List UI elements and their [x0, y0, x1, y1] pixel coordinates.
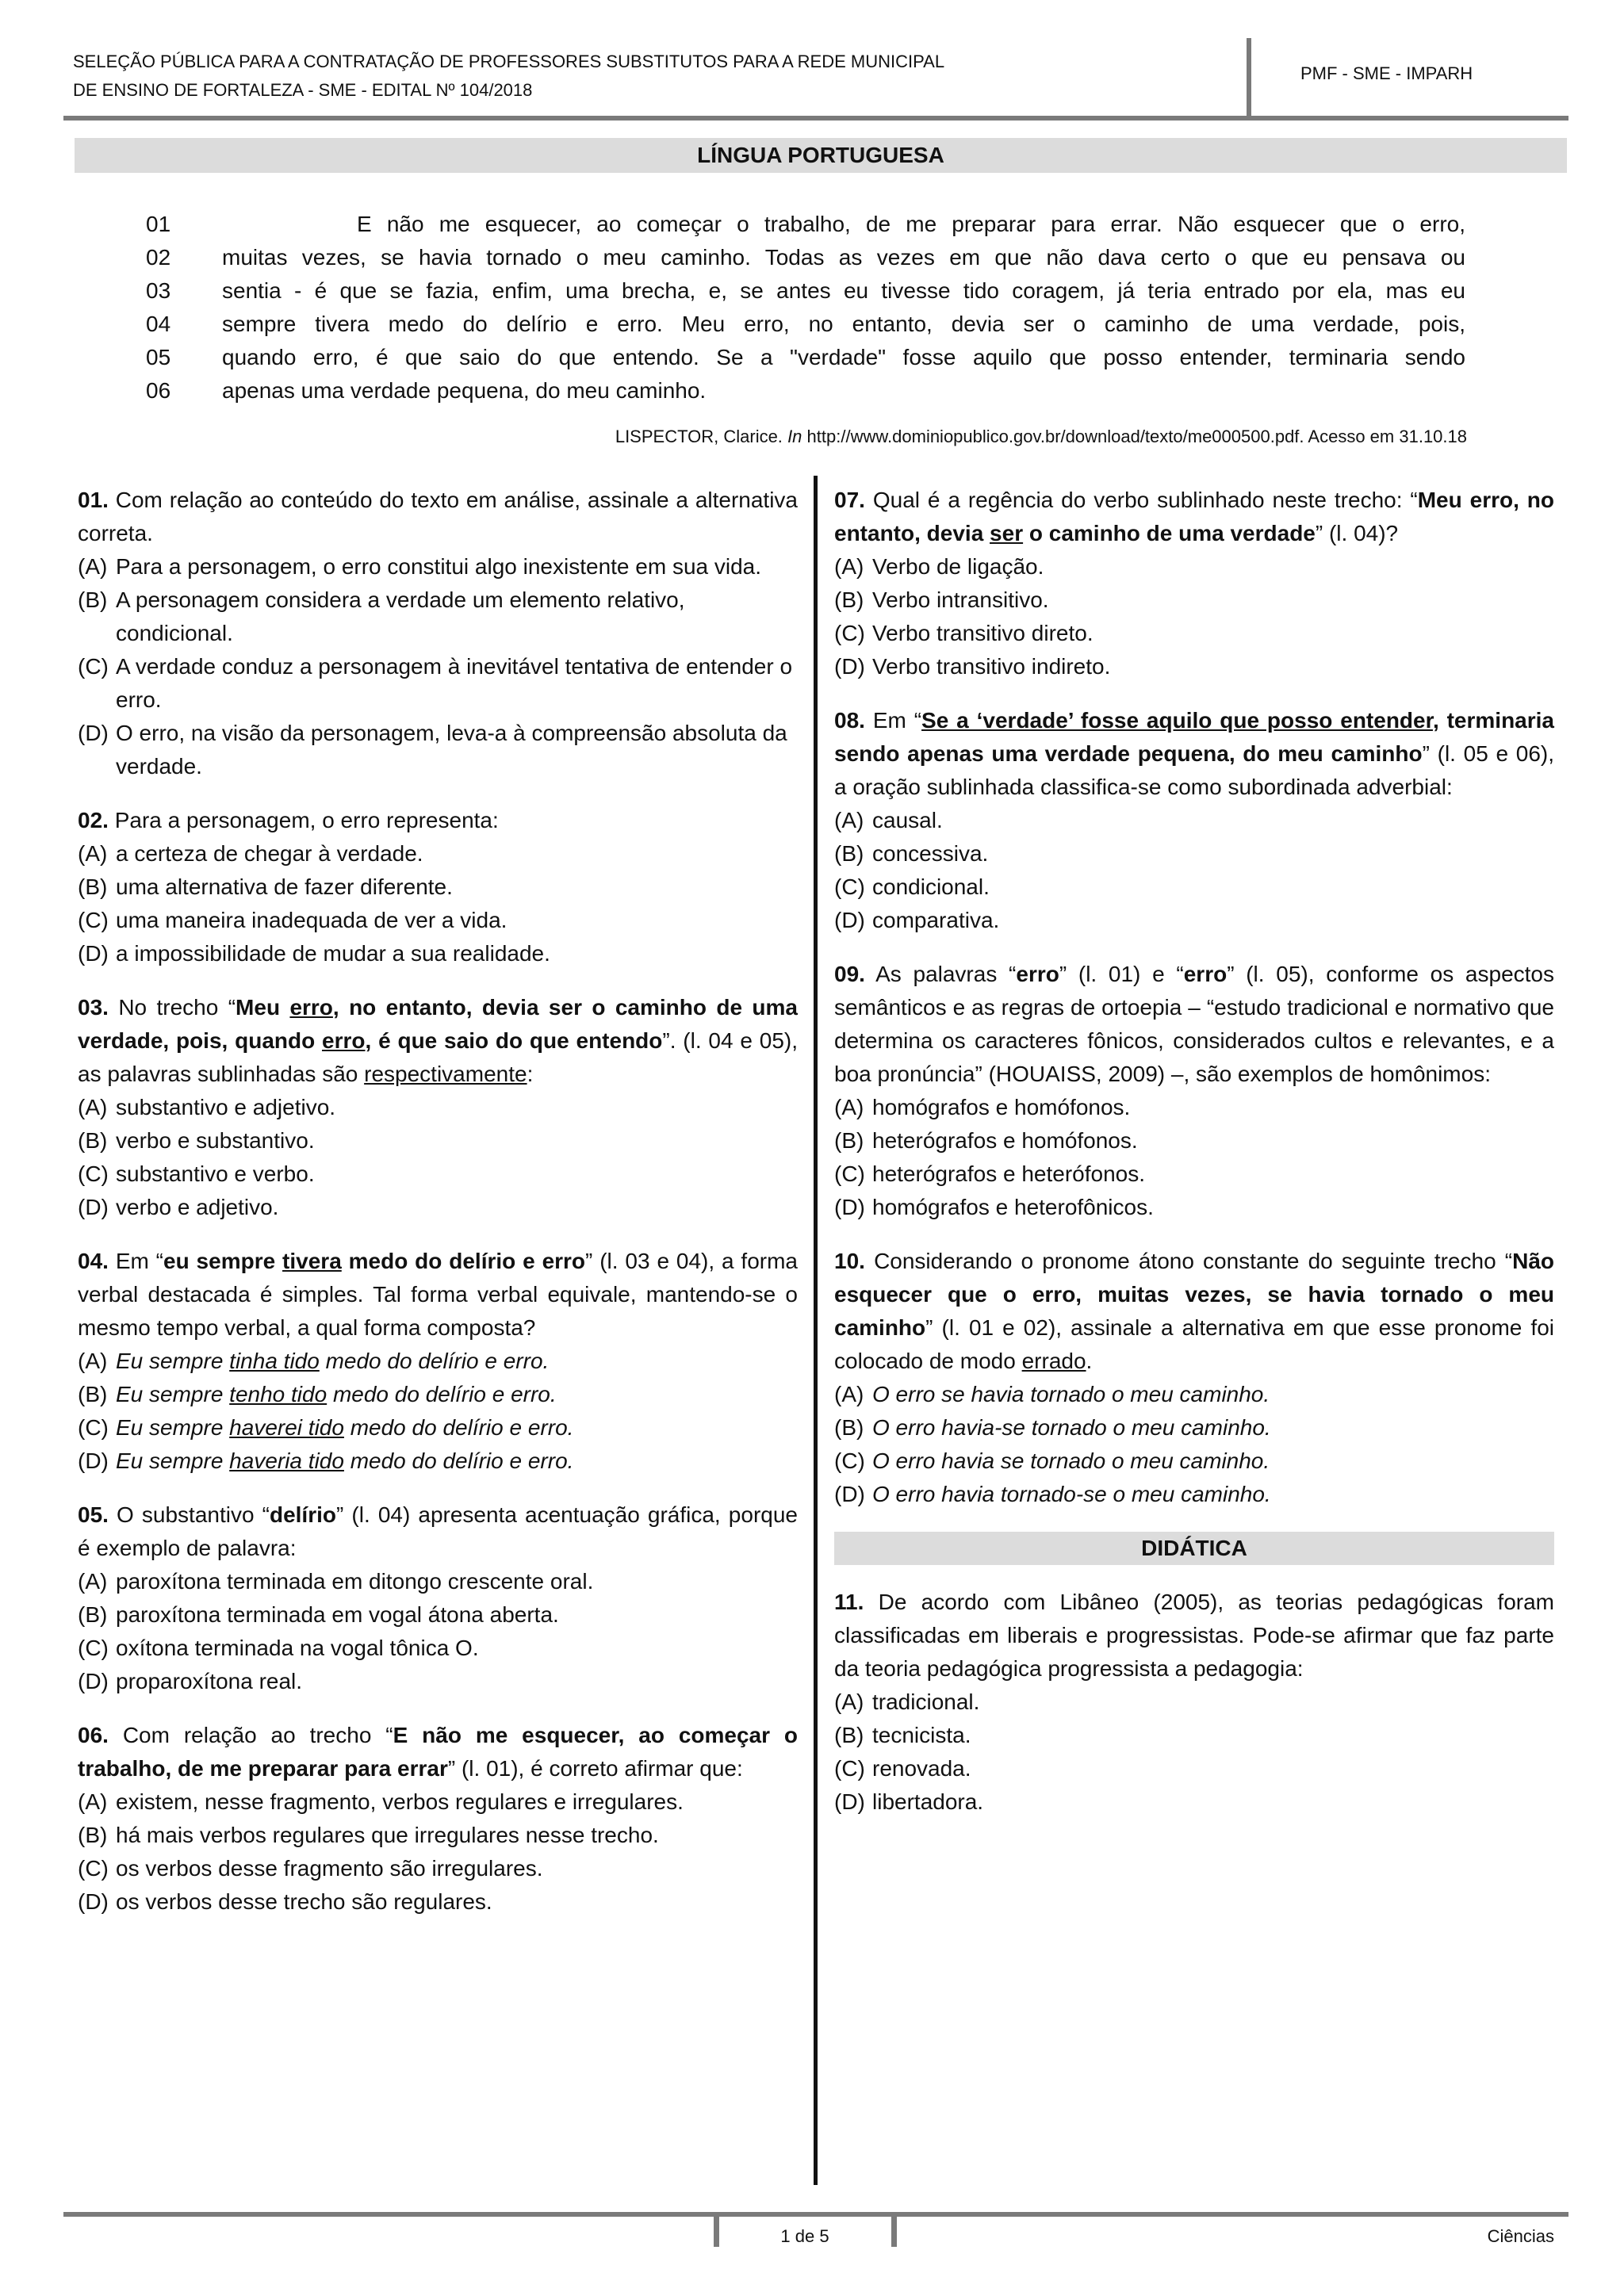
option-text: proparoxítona real.: [116, 1669, 303, 1693]
option-text: [116, 1411, 798, 1445]
option-b: [78, 1124, 798, 1158]
option-label: (D): [834, 1195, 865, 1219]
option-label: (B): [834, 1723, 864, 1747]
option-label: (D): [78, 1889, 109, 1914]
question-11: [834, 1586, 1554, 1819]
stem-text: Em “: [115, 1249, 164, 1273]
option-text: uma alternativa de fazer diferente.: [116, 874, 453, 899]
option-label: (B): [78, 1602, 108, 1627]
question-stem: [78, 1498, 798, 1565]
stem-text: Em “: [872, 708, 922, 733]
option-text-part: Eu sempre: [116, 1382, 230, 1406]
header-title-line2: DE ENSINO DE FORTALEZA - SME - EDITAL Nº 104/2018: [73, 80, 533, 100]
line-number: 04: [146, 312, 171, 336]
option-text: tecnicista.: [872, 1723, 971, 1747]
stem-text: Com relação ao conteúdo do texto em análise, assinale a alternativa correta.: [78, 488, 799, 545]
option-text: uma maneira inadequada de ver a vida.: [116, 908, 508, 932]
stem-text: ” (l. 05), conforme os aspectos semânticos e as regras de ortoepia – “estudo tradicional e normativo que determina os caracteres fônicos, considerados cultos e relevantes, e a boa pronúncia” (HOUAISS, 2009) –, são exemplos de homônimos:: [834, 962, 1554, 1086]
option-text: há mais verbos regulares que irregulares nesse trecho.: [116, 1823, 659, 1847]
question-number: 07.: [834, 488, 865, 512]
stem-text: ” (l. 01) e “: [1059, 962, 1184, 986]
stem-bold: E não me esquecer, ao começar o trabalho, de me preparar para errar: [78, 1723, 799, 1781]
option-text: O erro havia tornado-se o meu caminho.: [872, 1482, 1271, 1506]
stem-bold: , no entanto, devia ser o caminho de uma verdade, pois, quando: [78, 995, 798, 1053]
page-number: 1 de 5: [780, 2226, 829, 2246]
question-number: 01.: [78, 488, 109, 512]
option-text: substantivo e verbo.: [116, 1161, 315, 1186]
option-a: [78, 1565, 798, 1598]
question-stem: [78, 804, 798, 837]
passage-line: [146, 341, 1465, 374]
stem-text: :: [527, 1062, 534, 1086]
option-label: (C): [78, 908, 109, 932]
question-number: 08.: [834, 708, 865, 733]
header-rule: [63, 116, 1568, 121]
stem-bold: o caminho de uma verdade: [1023, 521, 1316, 545]
option-a: [834, 1091, 1554, 1124]
question-number: 11.: [834, 1590, 864, 1614]
option-label: (A): [78, 1349, 108, 1373]
question-stem: [78, 1719, 798, 1785]
line-number: 06: [146, 378, 171, 403]
option-c: [834, 871, 1554, 904]
option-a: [78, 837, 798, 871]
question-07: [834, 484, 1554, 683]
option-label: (C): [834, 874, 865, 899]
question-10: [834, 1245, 1554, 1511]
option-d: [78, 1665, 798, 1698]
option-text: substantivo e adjetivo.: [116, 1095, 336, 1119]
option-text: Verbo intransitivo.: [872, 587, 1049, 612]
line-text: muitas vezes, se havia tornado o meu caminho. Todas as vezes em que não dava certo o que eu pensava ou: [222, 245, 1465, 270]
option-label: (C): [834, 1756, 865, 1781]
question-number: 10.: [834, 1249, 865, 1273]
stem-bold: medo do delírio e erro: [341, 1249, 586, 1273]
question-number: 05.: [78, 1502, 109, 1527]
stem-bold: erro: [1183, 962, 1228, 986]
exam-header: [73, 48, 1247, 105]
source-in: In: [787, 427, 802, 446]
option-b: [834, 584, 1554, 617]
option-label: (B): [78, 874, 108, 899]
question-number: 02.: [78, 808, 109, 832]
option-text: comparativa.: [872, 908, 1000, 932]
stem-bold: Meu: [236, 995, 290, 1020]
option-d: [834, 904, 1554, 937]
option-text: oxítona terminada na vogal tônica O.: [116, 1636, 479, 1660]
question-06: [78, 1719, 798, 1919]
option-c: [78, 650, 798, 717]
option-label: (C): [78, 654, 109, 679]
option-label: (B): [834, 1415, 864, 1440]
stem-text: Considerando o pronome átono constante do seguinte trecho “: [874, 1249, 1513, 1273]
stem-text: Com relação ao trecho “: [122, 1723, 393, 1747]
option-d: [78, 1885, 798, 1919]
question-05: [78, 1498, 798, 1698]
option-text: Verbo transitivo indireto.: [872, 654, 1111, 679]
option-text-part: Eu sempre: [116, 1448, 230, 1473]
option-label: (D): [78, 1448, 109, 1473]
line-text: sempre tivera medo do delírio e erro. Meu erro, no entanto, devia ser o caminho de uma verdade, pois,: [222, 312, 1465, 336]
option-text: heterógrafos e heterófonos.: [872, 1161, 1146, 1186]
line-number: 05: [146, 345, 171, 369]
stem-underlined: erro: [322, 1028, 366, 1053]
option-text: libertadora.: [872, 1789, 984, 1814]
option-label: (A): [834, 1095, 864, 1119]
passage-line: [146, 208, 1465, 241]
option-text: tradicional.: [872, 1689, 980, 1714]
option-text-part: medo do delírio e erro.: [343, 1415, 574, 1440]
option-c: [78, 1632, 798, 1665]
option-text: homógrafos e homófonos.: [872, 1095, 1131, 1119]
line-number: 02: [146, 245, 171, 270]
stem-text: ” (l. 01), é correto afirmar que:: [447, 1756, 743, 1781]
option-label: (A): [834, 1689, 864, 1714]
reading-passage: [146, 208, 1465, 408]
question-01: [78, 484, 798, 783]
stem-underlined: erro: [289, 995, 333, 1020]
option-d: [834, 1785, 1554, 1819]
option-text-underlined: tenho tido: [229, 1382, 327, 1406]
option-text-part: medo do delírio e erro.: [327, 1382, 557, 1406]
header-title-line1: SELEÇÃO PÚBLICA PARA A CONTRATAÇÃO DE PROFESSORES SUBSTITUTOS PARA A REDE MUNICIPAL: [73, 52, 945, 71]
question-stem: [834, 1586, 1554, 1686]
question-stem: [78, 484, 798, 550]
option-c: [834, 617, 1554, 650]
header-divider: [1247, 38, 1251, 117]
option-text-part: Eu sempre: [116, 1415, 230, 1440]
passage-line: [146, 241, 1465, 274]
option-a: [834, 804, 1554, 837]
option-text: heterógrafos e homófonos.: [872, 1128, 1138, 1153]
question-03: [78, 991, 798, 1224]
question-stem: [834, 958, 1554, 1091]
line-number: 03: [146, 278, 171, 303]
option-label: (A): [834, 808, 864, 832]
option-label: (D): [78, 1195, 109, 1219]
option-text: Verbo transitivo direto.: [872, 621, 1094, 645]
stem-underlined: respectivamente: [364, 1062, 527, 1086]
option-text: O erro se havia tornado o meu caminho.: [872, 1382, 1270, 1406]
option-label: (C): [834, 1448, 865, 1473]
option-label: (C): [834, 1161, 865, 1186]
option-c: [78, 904, 798, 937]
option-label: (B): [78, 1823, 108, 1847]
left-column: [78, 484, 798, 1939]
section-title-didatica: DIDÁTICA: [834, 1532, 1554, 1565]
question-stem: [834, 704, 1554, 804]
passage-line: [146, 274, 1465, 308]
question-09: [834, 958, 1554, 1224]
section-title-portugues: LÍNGUA PORTUGUESA: [75, 138, 1567, 173]
stem-text: As palavras “: [875, 962, 1017, 986]
option-label: (D): [834, 1482, 865, 1506]
stem-bold: Não esquecer que o erro, muitas vezes, se havia tornado o meu caminho: [834, 1249, 1554, 1340]
option-d: [834, 650, 1554, 683]
option-label: (D): [834, 654, 865, 679]
option-b: [78, 1378, 798, 1411]
option-a: [834, 1378, 1554, 1411]
question-stem: [78, 991, 798, 1091]
option-label: (A): [834, 554, 864, 579]
option-label: (C): [78, 1161, 109, 1186]
stem-bold: Meu erro, no entanto, devia: [834, 488, 1554, 545]
option-c: [834, 1752, 1554, 1785]
option-label: (B): [834, 1128, 864, 1153]
option-label: (A): [78, 841, 108, 866]
stem-text: ” (l. 04) apresenta acentuação gráfica, porque é exemplo de palavra:: [78, 1502, 798, 1560]
option-label: (B): [78, 587, 108, 612]
stem-bold: , terminaria sendo apenas uma verdade pequena, do meu caminho: [834, 708, 1555, 766]
stem-underlined: errado: [1021, 1349, 1086, 1373]
option-a: [78, 1345, 798, 1378]
line-number: 01: [146, 212, 171, 236]
option-text-underlined: haveria tido: [229, 1448, 344, 1473]
option-label: (B): [78, 1382, 108, 1406]
option-d: [78, 937, 798, 970]
option-b: [78, 1819, 798, 1852]
option-text: [116, 1345, 798, 1378]
option-label: (D): [78, 1669, 109, 1693]
option-c: [834, 1158, 1554, 1191]
option-b: [78, 1598, 798, 1632]
question-stem: [834, 484, 1554, 550]
option-text: renovada.: [872, 1756, 971, 1781]
line-text: apenas uma verdade pequena, do meu caminho.: [222, 378, 707, 403]
option-text: [116, 1378, 798, 1411]
option-text: a impossibilidade de mudar a sua realidade.: [116, 941, 550, 966]
passage-source: [615, 427, 1467, 447]
option-text-part: medo do delírio e erro.: [343, 1448, 574, 1473]
option-label: (C): [78, 1636, 109, 1660]
option-text: O erro havia se tornado o meu caminho.: [872, 1448, 1270, 1473]
option-text: existem, nesse fragmento, verbos regulares e irregulares.: [116, 1789, 684, 1814]
question-number: 04.: [78, 1249, 109, 1273]
option-text: paroxítona terminada em ditongo crescente oral.: [116, 1569, 594, 1594]
option-text-part: medo do delírio e erro.: [319, 1349, 550, 1373]
question-number: 03.: [78, 995, 109, 1020]
option-label: (A): [78, 1789, 108, 1814]
option-b: [834, 1411, 1554, 1445]
footer-rule: [63, 2212, 1568, 2217]
stem-bold: eu sempre: [163, 1249, 283, 1273]
option-a: [78, 1091, 798, 1124]
option-label: (D): [834, 908, 865, 932]
stem-text: ” (l. 03 e 04), a forma verbal destacada é simples. Tal forma verbal equivale, mantendo-se o mesmo tempo verbal, a qual forma composta?: [78, 1249, 799, 1340]
question-stem: [834, 1245, 1554, 1378]
line-text: E não me esquecer, ao começar o trabalho, de me preparar para errar. Não esquecer que o erro,: [357, 212, 1465, 236]
option-text: O erro havia-se tornado o meu caminho.: [872, 1415, 1271, 1440]
option-label: (C): [78, 1415, 109, 1440]
option-text: os verbos desse fragmento são irregulares.: [116, 1856, 543, 1881]
option-c: [78, 1158, 798, 1191]
stem-text: ” (l. 01 e 02), assinale a alternativa em que esse pronome foi colocado de modo: [834, 1315, 1554, 1373]
question-04: [78, 1245, 798, 1478]
footer-subject: Ciências: [1487, 2226, 1554, 2246]
option-text: verbo e adjetivo.: [116, 1195, 279, 1219]
question-08: [834, 704, 1554, 937]
option-label: (A): [78, 554, 108, 579]
option-text: verbo e substantivo.: [116, 1128, 315, 1153]
stem-text: Para a personagem, o erro representa:: [114, 808, 499, 832]
stem-bold: , é que saio do que entendo: [365, 1028, 663, 1053]
option-c: [78, 1852, 798, 1885]
stem-underlined: tivera: [282, 1249, 342, 1273]
option-text-part: Eu sempre: [116, 1349, 230, 1373]
option-d: [78, 1445, 798, 1478]
stem-text: .: [1086, 1349, 1093, 1373]
option-text-underlined: tinha tido: [229, 1349, 320, 1373]
option-label: (A): [78, 1569, 108, 1594]
question-number: 09.: [834, 962, 865, 986]
line-text: sentia - é que se fazia, enfim, uma brecha, e, se antes eu tivesse tido coragem, já teria entrado por ela, mas eu: [222, 278, 1465, 303]
stem-text: No trecho “: [118, 995, 236, 1020]
stem-text: De acordo com Libâneo (2005), as teorias pedagógicas foram classificadas em liberais e progressistas. Pode-se afirmar que faz parte da teoria pedagógica progressista a pedagogia:: [834, 1590, 1554, 1681]
option-b: [834, 837, 1554, 871]
option-label: (C): [78, 1856, 109, 1881]
option-c: [834, 1445, 1554, 1478]
option-label: (B): [834, 841, 864, 866]
option-text: [116, 1445, 798, 1478]
option-label: (A): [834, 1382, 864, 1406]
option-text: Para a personagem, o erro constitui algo inexistente em sua vida.: [116, 554, 762, 579]
line-text: quando erro, é que saio do que entendo. Se a "verdade" fosse aquilo que posso entender, terminaria sendo: [222, 345, 1465, 369]
option-text: causal.: [872, 808, 943, 832]
option-a: [834, 1686, 1554, 1719]
option-b: [834, 1124, 1554, 1158]
option-a: [78, 550, 798, 584]
option-d: [78, 1191, 798, 1224]
stem-bold: erro: [1016, 962, 1059, 986]
option-d: [78, 717, 798, 783]
option-label: (A): [78, 1095, 108, 1119]
question-stem: [78, 1245, 798, 1345]
stem-underlined: ser: [990, 521, 1024, 545]
stem-text: ” (l. 05 e 06), a oração sublinhada classifica-se como subordinada adverbial:: [834, 741, 1554, 799]
stem-text: ” (l. 04)?: [1315, 521, 1399, 545]
option-text: condicional.: [872, 874, 990, 899]
option-text: A verdade conduz a personagem à inevitável tentativa de entender o erro.: [116, 654, 793, 712]
option-c: [78, 1411, 798, 1445]
question-number: 06.: [78, 1723, 109, 1747]
option-text: homógrafos e heterofônicos.: [872, 1195, 1154, 1219]
question-02: [78, 804, 798, 970]
column-divider: [814, 476, 818, 2185]
option-label: (B): [834, 587, 864, 612]
option-label: (D): [78, 721, 109, 745]
option-label: (C): [834, 621, 865, 645]
source-url: http://www.dominiopublico.gov.br/download/texto/me000500.pdf. Acesso em 31.10.18: [806, 427, 1467, 446]
stem-text: O substantivo “: [117, 1502, 270, 1527]
option-b: [834, 1719, 1554, 1752]
passage-line: [146, 374, 1465, 408]
stem-text: Qual é a regência do verbo sublinhado neste trecho: “: [872, 488, 1418, 512]
option-label: (D): [834, 1789, 865, 1814]
source-author: LISPECTOR, Clarice.: [615, 427, 783, 446]
option-d: [834, 1478, 1554, 1511]
stem-underlined: Se a ‘verdade’ fosse aquilo que posso entender: [921, 708, 1433, 733]
option-a: [78, 1785, 798, 1819]
option-label: (B): [78, 1128, 108, 1153]
option-text: paroxítona terminada em vogal átona aberta.: [116, 1602, 559, 1627]
option-b: [78, 584, 798, 650]
passage-line: [146, 308, 1465, 341]
right-column: [834, 484, 1554, 1839]
option-label: (D): [78, 941, 109, 966]
option-d: [834, 1191, 1554, 1224]
option-text: concessiva.: [872, 841, 989, 866]
option-b: [78, 871, 798, 904]
option-text: a certeza de chegar à verdade.: [116, 841, 423, 866]
stem-bold: delírio: [269, 1502, 336, 1527]
option-text: os verbos desse trecho são regulares.: [116, 1889, 492, 1914]
option-text: A personagem considera a verdade um elemento relativo, condicional.: [116, 587, 685, 645]
header-institution: PMF - SME - IMPARH: [1300, 63, 1473, 83]
option-text: Verbo de ligação.: [872, 554, 1044, 579]
option-text: O erro, na visão da personagem, leva-a à compreensão absoluta da verdade.: [116, 721, 787, 779]
option-text-underlined: haverei tido: [229, 1415, 344, 1440]
stem-text: ”. (l. 04 e 05), as palavras sublinhadas são: [78, 1028, 799, 1086]
option-a: [834, 550, 1554, 584]
